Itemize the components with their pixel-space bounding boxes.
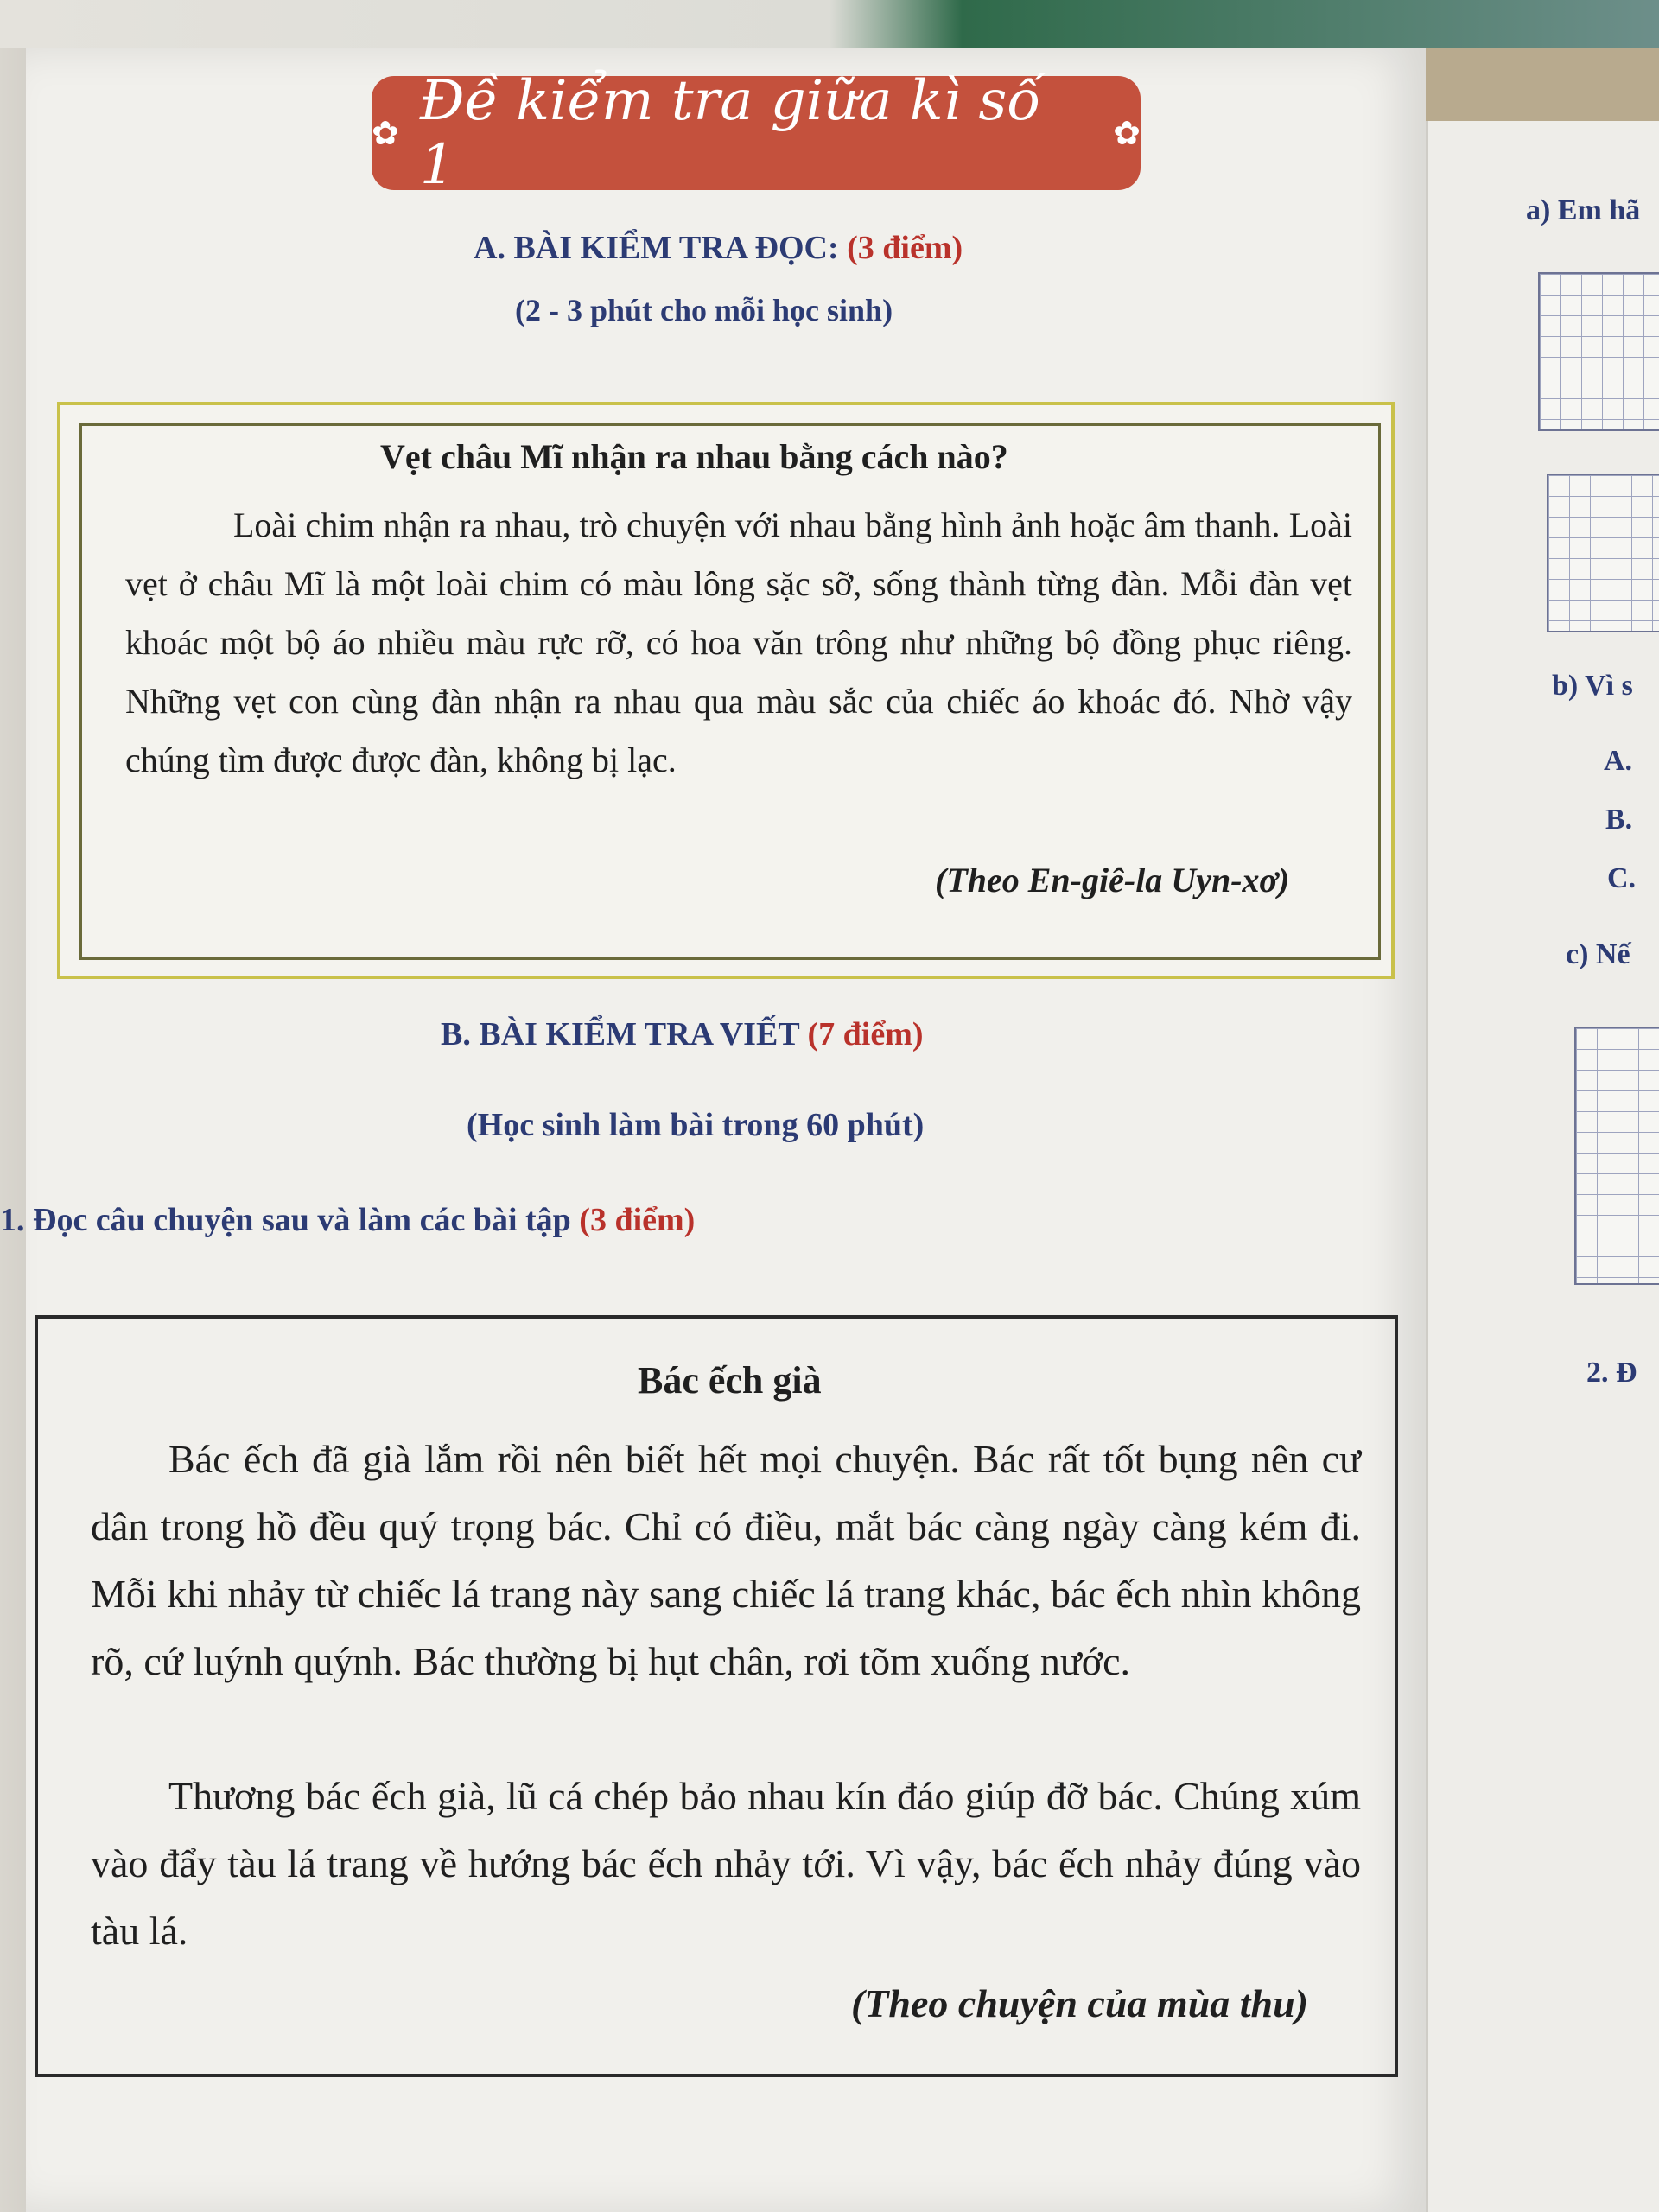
right-question-2: 2. Đ <box>1586 1357 1637 1389</box>
task1-heading <box>0 1201 695 1239</box>
right-question-a: a) Em hã <box>1526 194 1641 226</box>
right-question-b: b) Vì s <box>1552 670 1633 702</box>
right-question-c: c) Nế <box>1566 938 1630 970</box>
page-title: Đề kiểm tra giữa kì số 1 <box>419 69 1041 197</box>
flower-icon: ✿ <box>1113 114 1141 152</box>
task1-label: 1. Đọc câu chuyện sau và làm các bài tập <box>0 1202 571 1238</box>
task1-points: (3 điểm) <box>579 1202 696 1238</box>
background-top <box>0 0 1659 48</box>
reading2-source: (Theo chuyện của mùa thu) <box>851 1981 1309 2025</box>
right-option-c: C. <box>1607 862 1637 894</box>
reading1-text: Loài chim nhận ra nhau, trò chuyện với nhau bằng hình ảnh hoặc âm thanh. Loài vẹt ở châu Mĩ là một loài chim có màu lông sặc sỡ, sống thành từng đàn. Mỗi đàn vẹt khoác một bộ áo nhiều màu rực rỡ, có hoa văn trông như những bộ đồng phục riêng. Những vẹt con cùng đàn nhận ra nhau qua màu sắc của chiếc áo khoác đó. Nhờ vậy chúng tìm được được đàn, không bị lạc. <box>125 505 1352 779</box>
section-b-heading <box>441 1015 924 1053</box>
writing-grid <box>1574 1027 1659 1285</box>
section-a-points: (3 điểm) <box>847 230 963 266</box>
writing-grid <box>1538 272 1659 431</box>
title-banner <box>372 69 1141 197</box>
reading2-para2: Thương bác ếch già, lũ cá chép bảo nhau kín đáo giúp đỡ bác. Chúng xúm vào đẩy tàu lá trang về hướng bác ếch nhảy tới. Vì vậy, bác ếch nhảy đúng vào tàu lá. <box>91 1774 1361 1953</box>
right-option-b: B. <box>1605 804 1633 836</box>
right-option-a: A. <box>1604 745 1633 777</box>
writing-grid <box>1547 474 1659 632</box>
flower-icon: ✿ <box>372 114 399 152</box>
reading2-title: Bác ếch già <box>638 1359 822 1402</box>
section-b-label: B. BÀI KIỂM TRA VIẾT <box>441 1016 799 1052</box>
section-b-points: (7 điểm) <box>807 1016 924 1052</box>
section-a-label: A. BÀI KIỂM TRA ĐỌC: <box>474 230 839 266</box>
reading1-source: (Theo En-giê-la Uyn-xơ) <box>935 861 1290 899</box>
section-a-time: (2 - 3 phút cho mỗi học sinh) <box>515 293 893 327</box>
reading2-para1: Bác ếch đã già lắm rồi nên biết hết mọi chuyện. Bác rất tốt bụng nên cư dân trong hồ đều quý trọng bác. Chỉ có điều, mắt bác càng ngày càng kém đi. Mỗi khi nhảy từ chiếc lá trang này sang chiếc lá trang khác, bác ếch nhìn không rõ, cứ luýnh quýnh. Bác thường bị hụt chân, rơi tõm xuống nước. <box>91 1437 1361 1683</box>
section-a-heading <box>474 229 963 267</box>
reading1-title: Vẹt châu Mĩ nhận ra nhau bằng cách nào? <box>380 437 1008 476</box>
section-b-time: (Học sinh làm bài trong 60 phút) <box>467 1107 925 1143</box>
